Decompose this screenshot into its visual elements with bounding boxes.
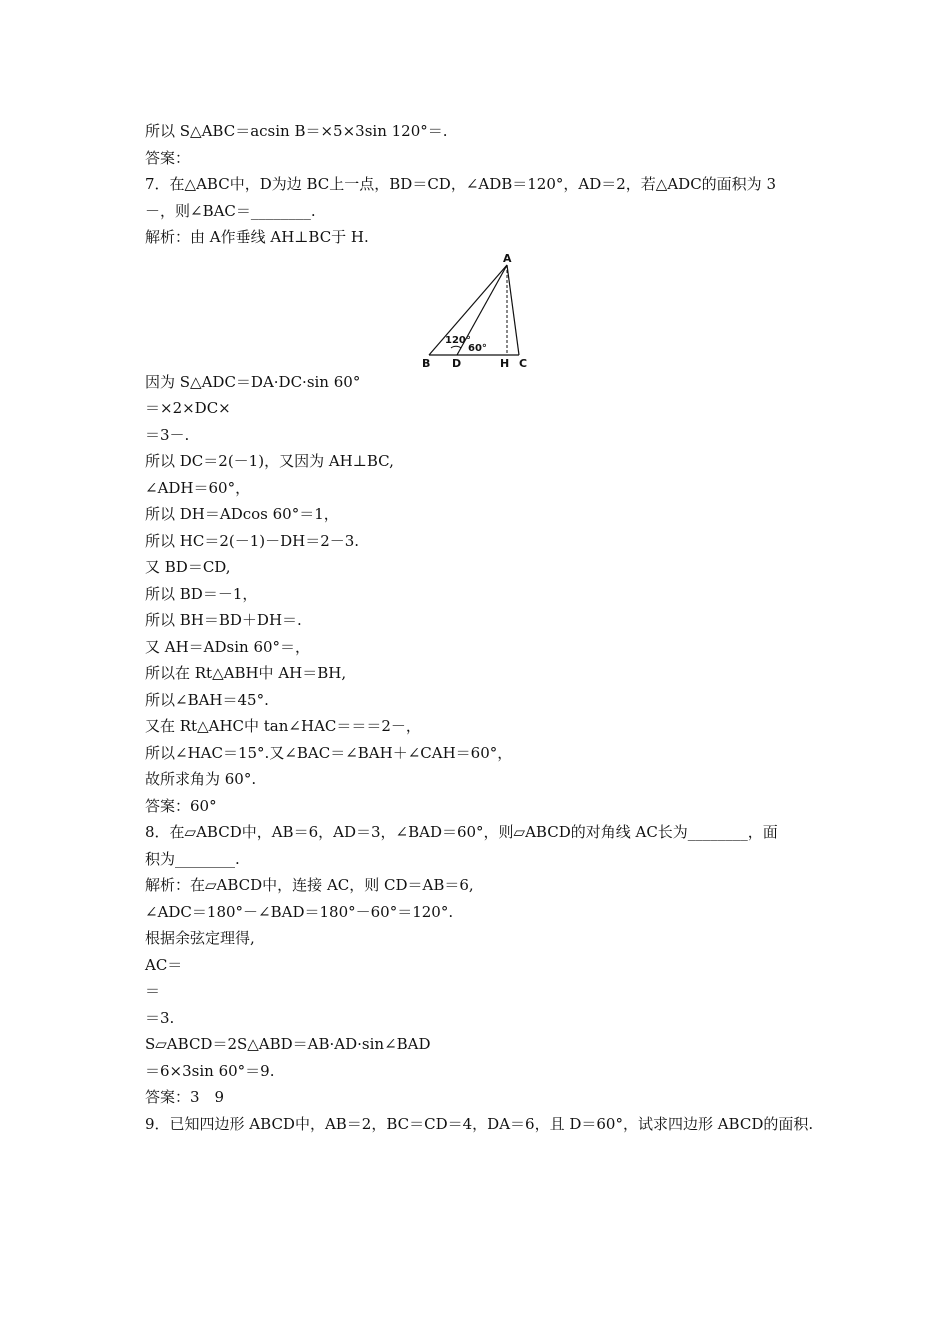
text-line: 所以 DH＝ADcos 60°＝1，	[145, 505, 339, 523]
text-line: 答案：60°	[145, 796, 217, 815]
angle-arc-adb	[451, 346, 461, 348]
text-line: 所以 BD＝－1，	[145, 584, 258, 603]
text-line: 所以 S△ABC＝acsin B＝×5×3sin 120°＝.	[145, 122, 448, 140]
angle-label-120: 120°	[445, 334, 471, 346]
text-line: 所以∠HAC＝15°.又∠BAC＝∠BAH＋∠CAH＝60°，	[145, 743, 513, 762]
text-line: ＝×2×DC×	[145, 399, 231, 417]
text-line: 答案：3 9	[145, 1088, 225, 1106]
text-line: ＝	[145, 982, 161, 1000]
label-b: B	[422, 356, 431, 369]
text-line: ∠ADH＝60°，	[145, 478, 251, 497]
label-h: H	[500, 356, 510, 369]
text-line: 积为________.	[145, 849, 240, 868]
text-line: 又 AH＝ADsin 60°＝，	[145, 637, 311, 656]
text-line: 9．已知四边形 ABCD中，AB＝2，BC＝CD＝4，DA＝6，且 D＝60°，试求四边形 ABCD的面积.	[145, 1114, 814, 1133]
segment-ac	[507, 265, 519, 355]
angle-label-60: 60°	[468, 342, 487, 354]
text-line: －，则∠BAC＝________.	[145, 201, 316, 220]
text-line: 故所求角为 60°.	[145, 770, 257, 788]
label-a: A	[503, 251, 512, 265]
text-line: AC＝	[145, 955, 183, 974]
text-line: 8．在▱ABCD中，AB＝6，AD＝3，∠BAD＝60°，则▱ABCD的对角线 AC长为________，面	[145, 823, 778, 841]
text-line: 所以 HC＝2(－1)－DH＝2－3.	[145, 531, 360, 550]
text-line: ∠ADC＝180°－∠BAD＝180°－60°＝120°.	[145, 902, 454, 921]
label-d: D	[452, 356, 462, 369]
text-line: 所以在 Rt△ABH中 AH＝BH,	[145, 664, 347, 682]
triangle-diagram	[415, 251, 545, 369]
text-line: ＝3.	[145, 1008, 175, 1027]
text-line: 又在 Rt△AHC中 tan∠HAC＝＝＝2－，	[145, 717, 421, 735]
text-line: 所以∠BAH＝45°.	[145, 690, 269, 709]
document-page	[145, 118, 825, 1137]
text-line: ＝6×3sin 60°＝9.	[145, 1061, 275, 1080]
text-line: 所以 BH＝BD＋DH＝.	[145, 611, 302, 629]
text-line: 根据余弦定理得,	[145, 929, 255, 947]
text-line: S▱ABCD＝2S△ABD＝AB·AD·sin∠BAD	[145, 1035, 431, 1053]
text-line: 解析：由 A作垂线 AH⊥BC于 H.	[145, 228, 369, 246]
text-line: 解析：在▱ABCD中，连接 AC，则 CD＝AB＝6,	[145, 876, 474, 894]
text-line: 7．在△ABC中，D为边 BC上一点，BD＝CD，∠ADB＝120°，AD＝2，若△ADC的面积为 3	[145, 175, 776, 193]
text-line: 答案：	[145, 148, 191, 167]
text-line: 所以 DC＝2(－1)，又因为 AH⊥BC,	[145, 452, 394, 470]
text-line: 又 BD＝CD,	[145, 558, 231, 576]
text-line: 因为 S△ADC＝DA·DC·sin 60°	[145, 372, 361, 391]
text-line: ＝3－.	[145, 425, 190, 444]
label-c: C	[519, 356, 528, 369]
triangle-figure	[145, 251, 825, 369]
